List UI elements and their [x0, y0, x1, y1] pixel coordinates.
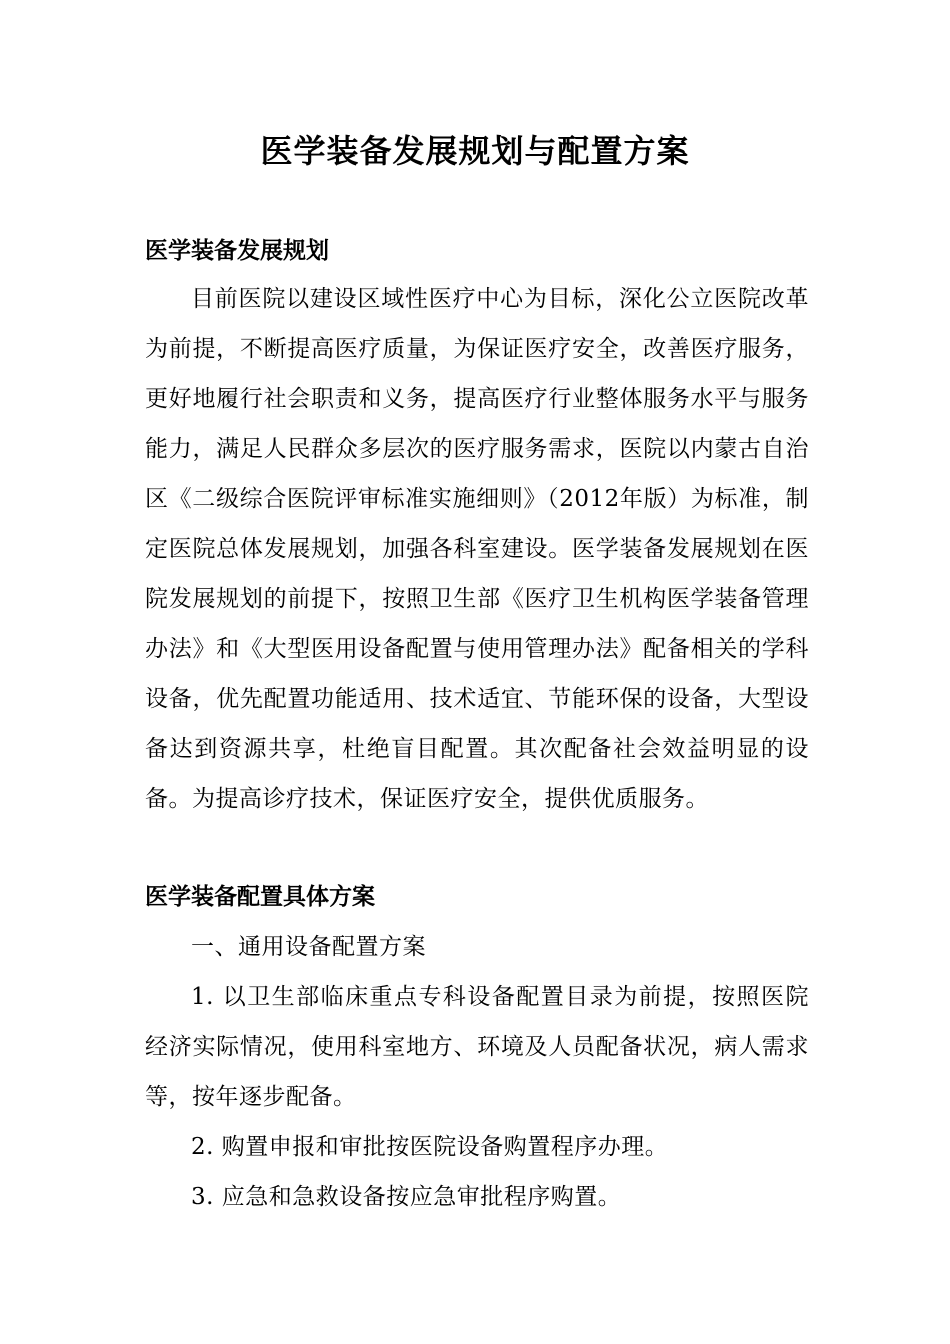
development-plan-paragraph: 目前医院以建设区域性医疗中心为目标，深化公立医院改革为前提，不断提高医疗质量，为保证医疗安全，改善医疗服务，更好地履行社会职责和义务，提高医疗行业整体服务水平与服务能力，满足人民群众多层次的医疗服务需求，医院以内蒙古自治区《二级综合医院评审标准实施细则》（2012年版）为标准，制定医院总体发展规划，加强各科室建设。医学装备发展规划在医院发展规划的前提下，按照卫生部《医疗卫生机构医学装备管理办法》和《大型医用设备配置与使用管理办法》配备相关的学科设备，优先配置功能适用、技术适宜、节能环保的设备，大型设备达到资源共享，杜绝盲目配置。其次配备社会效益明显的设备。为提高诊疗技术，保证医疗安全，提供优质服务。 [145, 286, 809, 812]
list-item: 2. 购置申报和审批按医院设备购置程序办理。 [191, 1134, 669, 1160]
section-heading-development-plan: 医学装备发展规划 [145, 238, 329, 264]
list-item: 1. 以卫生部临床重点专科设备配置目录为前提，按照医院经济实际情况，使用科室地方、环境及人员配备状况，病人需求等，按年逐步配备。 [145, 984, 809, 1110]
subheading-general-equipment: 一、通用设备配置方案 [191, 934, 426, 960]
section-heading-configuration-plan: 医学装备配置具体方案 [145, 884, 375, 910]
list-item: 3. 应急和急救设备按应急审批程序购置。 [191, 1184, 622, 1210]
document-title: 医学装备发展规划与配置方案 [260, 132, 690, 170]
